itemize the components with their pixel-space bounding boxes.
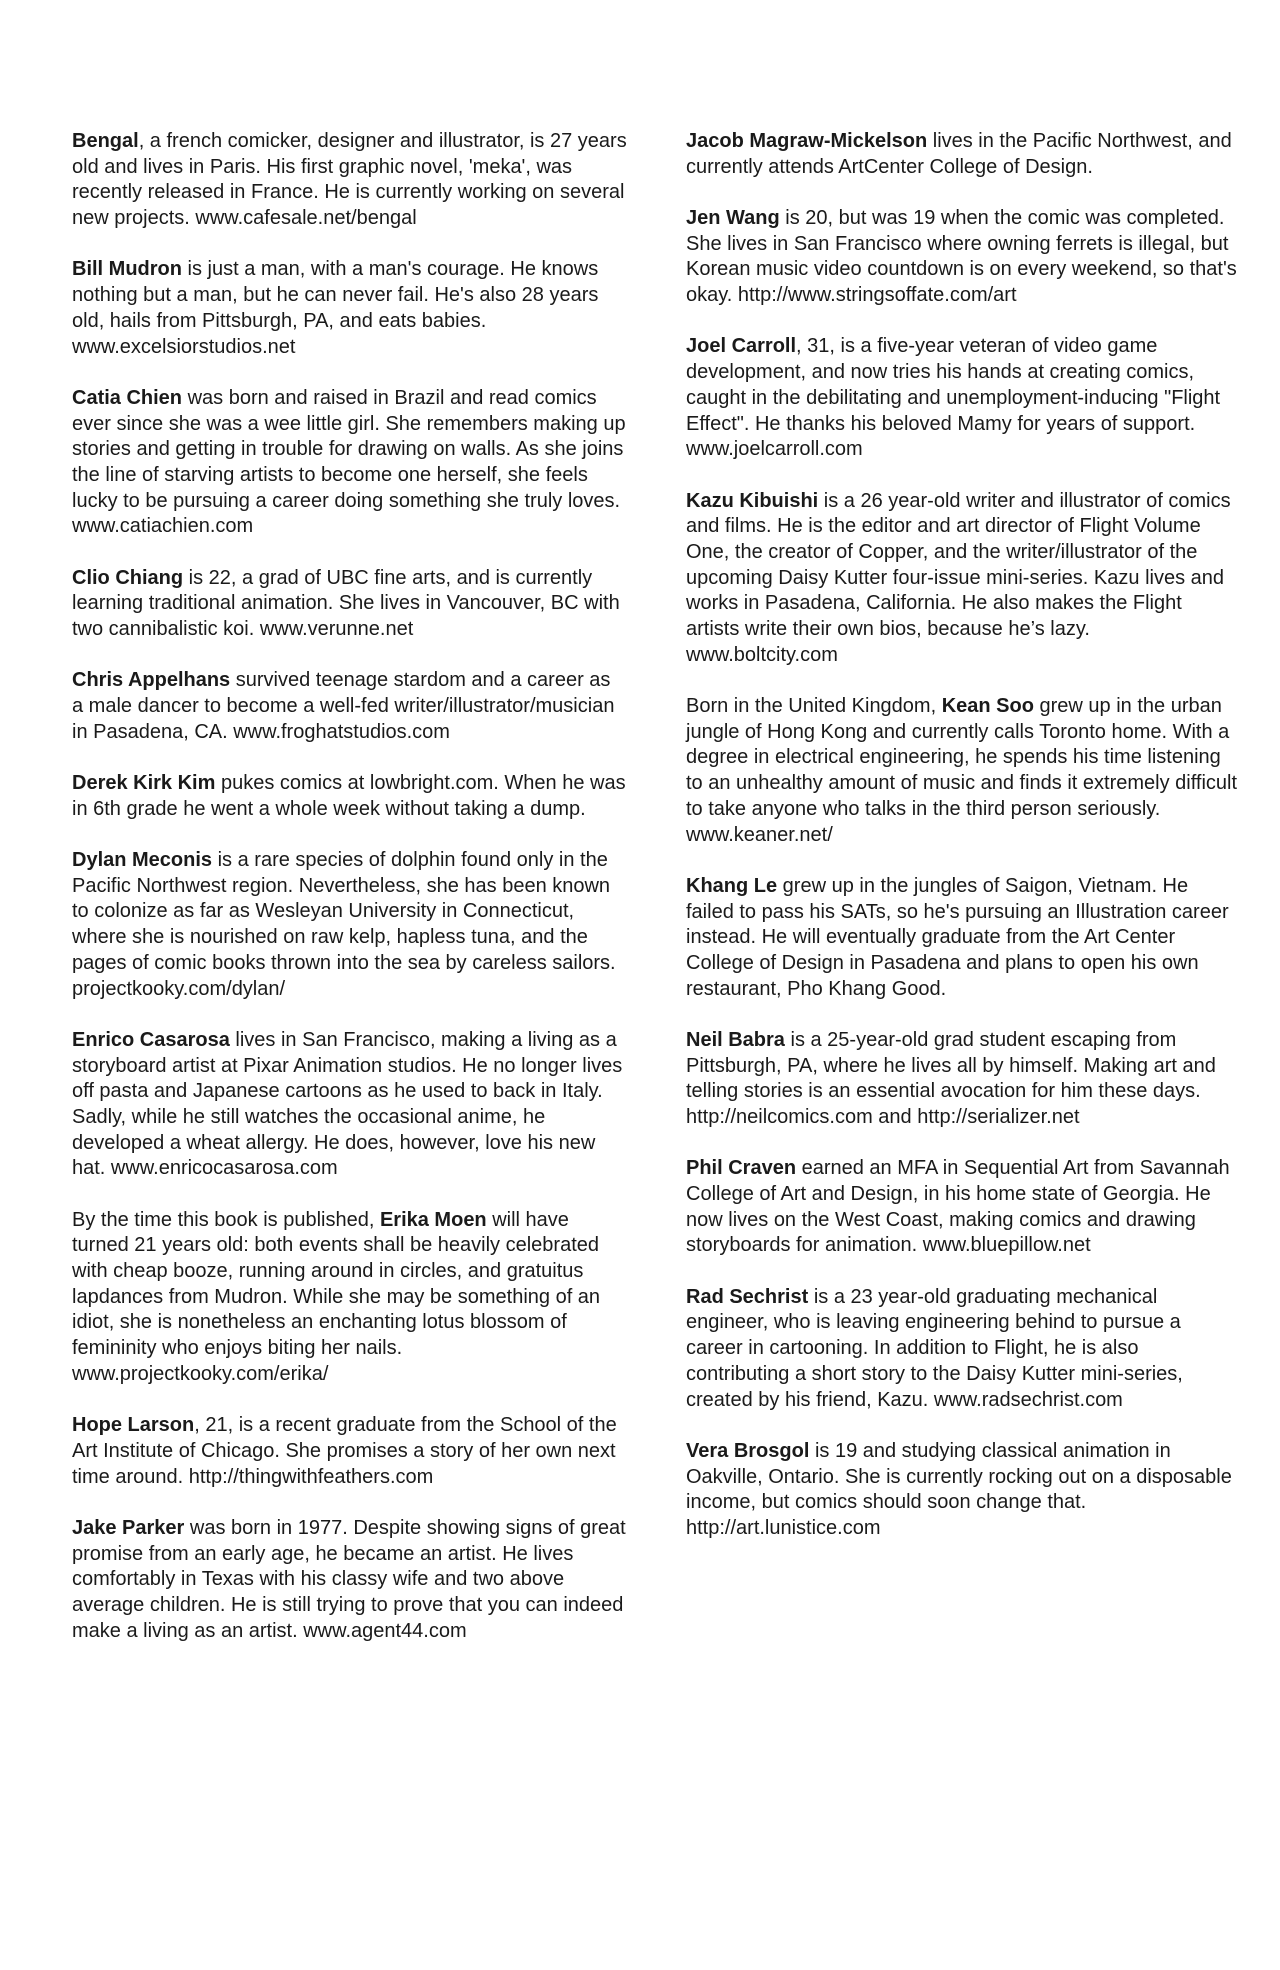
bio-text: earned an MFA in Sequential Art from Savannah College of Art and Design, in his home state of Georgia. He now lives on the West Coast, making comics and drawing storyboards for animation. www.bluepillow.net: [686, 1157, 1230, 1257]
bio-paragraph: [72, 129, 627, 232]
contributor-name: Kazu Kibuishi: [686, 489, 819, 512]
bio-text: is just a man, with a man's courage. He knows nothing but a man, but he can never fail. He's also 28 years old, hails from Pittsburgh, PA, and eats babies. www.excelsiorstudios.net: [72, 258, 599, 358]
bio-text: will have turned 21 years old: both events shall be heavily celebrated with cheap booze, running around in circles, and gratuitus lapdances from Mudron. While she may be something of an idiot, she is nonetheless an enchanting lotus blossom of femininity who enjoys biting her nails. www.projectkooky.com/erika/: [72, 1208, 601, 1385]
bio-paragraph: [72, 1208, 627, 1388]
bio-paragraph: [72, 257, 627, 360]
bio-text: is 20, but was 19 when the comic was completed. She lives in San Francisco where owning ferrets is illegal, but Korean music video countdown is on every weekend, so that's okay. http://www.stringsoffate.com/art: [686, 207, 1237, 307]
contributor-name: Khang Le: [686, 874, 778, 897]
contributor-name: Catia Chien: [72, 386, 183, 409]
bio-paragraph: [686, 1439, 1238, 1542]
contributor-name: Vera Brosgol: [686, 1439, 810, 1462]
bio-text: is 22, a grad of UBC fine arts, and is currently learning traditional animation. She lives in Vancouver, BC with two cannibalistic koi. www.verunne.net: [72, 566, 620, 641]
bio-text: is a 23 year-old graduating mechanical engineer, who is leaving engineering behind to pursue a career in cartooning. In addition to Flight, he is also contributing a short story to the Daisy Kutter mini-series, created by his friend, Kazu. www.radsechrist.com: [686, 1285, 1183, 1411]
bio-text: is a 25-year-old grad student escaping from Pittsburgh, PA, where he lives all by himself. Making art and telling stories is an essential avocation for him these days. http://neilcomics.com and http://serializer.net: [686, 1028, 1216, 1129]
bio-paragraph: [72, 848, 627, 1002]
bio-text: lives in San Francisco, making a living as a storyboard artist at Pixar Animation studios. He no longer lives off pasta and Japanese cartoons as he used to back in Italy. Sadly, while he still watches the occasional anime, he developed a wheat allergy. He does, however, love his new hat. www.enricocasarosa.com: [72, 1028, 623, 1180]
bio-paragraph: [72, 1413, 627, 1490]
contributor-name: Dylan Meconis: [72, 849, 213, 872]
bio-intro: By the time this book is published,: [72, 1208, 380, 1231]
bio-paragraph: [686, 129, 1238, 180]
contributor-name: Hope Larson: [72, 1414, 195, 1437]
bio-paragraph: [72, 386, 627, 540]
bio-text: grew up in the jungles of Saigon, Vietnam. He failed to pass his SATs, so he's pursuing an Illustration career instead. He will eventually graduate from the Art Center College of Design in Pasadena and plans to open his own restaurant, Pho Khang Good.: [686, 874, 1229, 1000]
contributor-name: Jake Parker: [72, 1516, 185, 1539]
contributor-name: Bill Mudron: [72, 258, 182, 281]
bio-paragraph: [72, 771, 627, 822]
bio-paragraph: [686, 1285, 1238, 1414]
contributor-name: Erika Moen: [379, 1208, 487, 1231]
bio-text: was born in 1977. Despite showing signs of great promise from an early age, he became an artist. He lives comfortably in Texas with his classy wife and two above average children. He is still trying to prove that you can indeed make a living as an artist. www.agent44.com: [72, 1516, 626, 1642]
contributor-name: Joel Carroll: [686, 335, 797, 358]
bio-text: is a 26 year-old writer and illustrator of comics and films. He is the editor and art director of Flight Volume One, the creator of Copper, and the writer/illustrator of the upcoming Daisy Kutter four-issue mini-series. Kazu lives and works in Pasadena, California. He also makes the Flight artists write their own bios, because he’s lazy. www.boltcity.com: [686, 489, 1231, 666]
bio-paragraph: [72, 668, 627, 745]
bio-text: grew up in the urban jungle of Hong Kong and currently calls Toronto home. With a degree in electrical engineering, he spends his time listening to an unhealthy amount of music and finds it extremely difficult to take anyone who talks in the third person seriously. www.keaner.net/: [686, 695, 1238, 846]
contributor-name: Chris Appelhans: [72, 669, 231, 692]
contributor-name: Clio Chiang: [72, 566, 184, 589]
bio-paragraph: [686, 874, 1238, 1003]
contributor-name: Derek Kirk Kim: [72, 772, 216, 795]
bio-paragraph: [686, 489, 1238, 669]
bio-text: was born and raised in Brazil and read comics ever since she was a wee little girl. She remembers making up stories and getting in trouble for drawing on walls. As she joins the line of starving artists to become one herself, she feels lucky to be pursuing a career doing something she truly loves. www.catiachien.com: [72, 386, 626, 538]
right-column: [686, 129, 1238, 1567]
bio-paragraph: [72, 1516, 627, 1645]
bio-text: , 31, is a five-year veteran of video game development, and now tries his hands at creating comics, caught in the debilitating and unemployment-inducing "Flight Effect". He thanks his beloved Mamy for years of support. www.joelcarroll.com: [686, 335, 1221, 461]
bio-paragraph: [686, 1028, 1238, 1131]
bio-text: survived teenage stardom and a career as a male dancer to become a well-fed writer/illustrator/musician in Pasadena, CA. www.froghatstudios.com: [72, 669, 615, 743]
bio-paragraph: [686, 334, 1238, 463]
contributor-name: Kean Soo: [941, 695, 1034, 718]
contributor-name: Jacob Magraw-Mickelson: [686, 130, 928, 152]
bio-paragraph: [686, 206, 1238, 309]
contributor-name: Enrico Casarosa: [72, 1028, 230, 1051]
bio-intro: Born in the United Kingdom,: [686, 695, 942, 718]
bio-text: , 21, is a recent graduate from the School of the Art Institute of Chicago. She promises a story of her own next time around. http://thingwithfeathers.com: [72, 1414, 617, 1488]
contributor-name: Jen Wang: [686, 207, 780, 229]
contributor-name: Rad Sechrist: [686, 1285, 809, 1308]
bio-paragraph: [72, 566, 627, 643]
bio-paragraph: [72, 1028, 627, 1182]
contributor-name: Neil Babra: [686, 1028, 785, 1051]
bio-text: lives in the Pacific Northwest, and currently attends ArtCenter College of Design.: [686, 130, 1232, 178]
bio-text: is 19 and studying classical animation in Oakville, Ontario. She is currently rocking out on a disposable income, but comics should soon change that. http://art.lunistice.com: [686, 1439, 1232, 1539]
contributor-name: Bengal: [72, 130, 139, 152]
bio-text: is a rare species of dolphin found only in the Pacific Northwest region. Nevertheless, she has been known to colonize as far as Wesleyan University in Connecticut, where she is nourished on raw kelp, hapless tuna, and the pages of comic books thrown into the sea by careless sailors. projectkooky.com/dylan/: [72, 849, 616, 1000]
bio-text: pukes comics at lowbright.com. When he was in 6th grade he went a whole week without taking a dump.: [72, 772, 626, 820]
bio-text: , a french comicker, designer and illustrator, is 27 years old and lives in Paris. His first graphic novel, 'meka', was recently released in France. He is currently working on several new projects. www.cafesale.net/bengal: [72, 130, 627, 230]
bio-paragraph: [686, 1156, 1238, 1259]
bio-paragraph: [686, 694, 1238, 848]
contributor-name: Phil Craven: [686, 1157, 797, 1180]
left-column: [72, 129, 627, 1670]
